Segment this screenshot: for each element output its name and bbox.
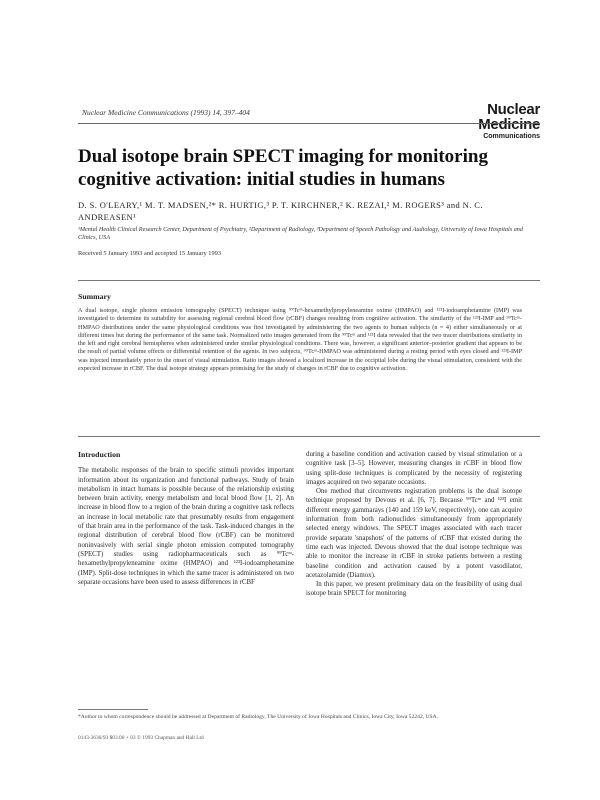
received-dates: Received 5 January 1993 and accepted 15 January 1993 [78,250,222,257]
author-list: D. S. O'LEARY,¹ M. T. MADSEN,²* R. HURTIG,³ P. T. KIRCHNER,² K. REZAI,² M. ROGERS³ and N. C. ANDREASEN¹ [78,200,483,222]
footnote-divider [78,709,148,710]
article-title: Dual isotope brain SPECT imaging for monitoring cognitive activation: initial studies in humans [78,146,488,190]
intro-paragraph: during a baseline condition and activation caused by visual stimulation or a cognitive task [3–5]. However, measuring changes in rCBF in blood flow using split-dose techniques is complicated by the necessity of registering images acquired on two separate occasions. [306,451,522,486]
intro-paragraph: One method that circumvents registration problems is the dual isotope technique proposed by Devous et al. [6, 7]. Because ⁹⁹Tcᵐ and ¹²³I emit different energy gammarays (140 and 159 keV, respectively), one can acquire information from both radionuclides simultaneously from appropriately selected energy windows. The SPECT images associated with each tracer provide separate 'snapshots' of the patterns of rCBF that existed during the time each was injected. Devous showed that the dual isotope technique was able to monitor the increase in rCBF in stroke patients between a resting baseline condition and activation caused by a potent vasodilator, acetazolamide (Diamox). [306,488,522,579]
journal-logo-line-1: Nuclear [487,101,540,118]
body-column-left [78,450,294,587]
journal-logo-line-2: Medicine [478,116,540,133]
author-affiliations: ¹Mental Health Clinical Research Center, Department of Psychiatry, ²Department of Radiology, ³Department of Speech Pathology and Audiology, University of Iowa Hospitals and Clinics, USA [78,226,523,242]
summary-heading: Summary [78,292,111,301]
journal-logo [478,102,540,140]
journal-logo-line-3: Communications [483,133,540,140]
summary-text: A dual isotope, single photon emission tomography (SPECT) technique using ⁹⁹Tcᵐ-hexamethylpropyleneamine oxime (HMPAO) and ¹²³I-iodoamphetamine (IMP) was investigated to determine its suitability for assessing regional cerebral blood flow (rCBF) changes resulting from cognitive activation. The similarity of the ¹²³I-IMP and ⁹⁹Tcᵐ-HMPAO distributions under the same physiological conditions was first investigated by administering the two agents to human subjects (n = 4) either simultaneously or at different times but during the performance of the same task. Normalized ratio images generated from the ⁹⁹Tcᵐ and ¹²³I data revealed that the two tracer distributions similarity in the left and right cerebral hemispheres when administered under similar physiological conditions. There was, however, a significant anterior–posterior gradient that appears to be the result of partial volume effects or differential retention of the agents. In two subjects, ⁹⁹Tcᵐ-HMPAO was administered during a resting period with eyes closed and ¹²³I-IMP was injected immediately prior to the onset of visual stimulation. Ratio images showed a localized increase in the occipital lobe during the visual stimulation, consistent with the expected increase in rCBF. The dual isotope strategy appears promising for the study of changes in rCBF due to cognitive activation. [78,307,522,372]
intro-paragraph: The metabolic responses of the brain to specific stimuli provides important information about its organization and functional pathways. Study of brain metabolism in intact humans is possible because of the relationship existing between brain activity, energy metabolism and local blood flow [1, 2]. An increase in blood flow to a region of the brain during a cognitive task reflects an increase in local metabolic rate that presumably results from engagement of that brain area in the performance of the task. Task-induced changes in the regional distribution of cerebral blood flow (rCBF) can be monitored noninvasively with serial single photon emission computed tomography (SPECT) studies using radiopharmaceuticals such as ⁹⁹Tcᵐ-hexamethylpropyleneamine oxime (HMPAO) and ¹²³I-iodoamphetamine (IMP). Split-dose techniques in which the same tracer is administered on two separate occasions have been used to assess differences in rCBF [78,467,294,586]
copyright-line: 0143-3636/93 $03.00 + 03 © 1993 Chapman and Hall Ltd [78,735,204,741]
intro-paragraph: In this paper, we present preliminary data on the feasibility of using dual isotope brain SPECT for monitoring [306,581,522,598]
journal-citation: Nuclear Medicine Communications (1993) 14, 397–404 [82,108,250,117]
introduction-heading: Introduction [78,450,121,459]
summary-top-divider [78,280,540,281]
body-column-right [306,450,522,599]
correspondence-footnote: *Author to whom correspondence should be addressed at Department of Radiology, The University of Iowa Hospitals and Clinics, Iowa City, Iowa 52242, USA. [78,714,439,720]
summary-bottom-divider [78,436,540,437]
header-divider [78,123,540,124]
